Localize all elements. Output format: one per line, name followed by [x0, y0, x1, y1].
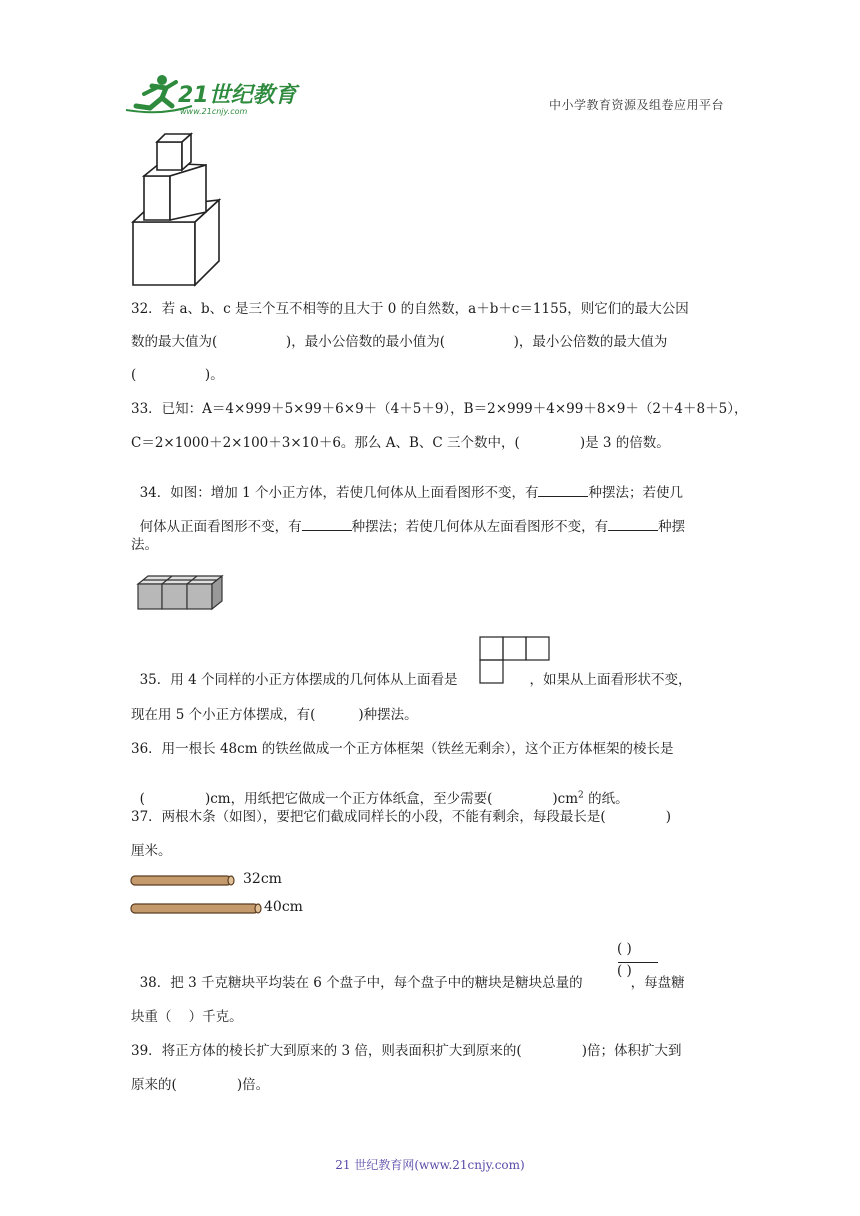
site-logo: [122, 70, 297, 118]
question-37-line-2: 厘米。: [131, 843, 172, 859]
wood-stick-2: [130, 900, 265, 914]
question-38-line-1: [131, 955, 685, 991]
q34-text-b: 种摆法；若使几: [588, 485, 683, 501]
q34-text-d: 种摆法；若使几何体从左面看图形不变，有: [351, 519, 609, 535]
q36-superscript: 2: [578, 790, 584, 801]
q34-text-c: 何体从正面看图形不变，有: [139, 519, 302, 535]
q34-text-a: 34．如图：增加 1 个小正方体，若使几何体从上面看图形不变，有: [139, 485, 539, 501]
q36-text-b: 的纸。: [583, 791, 629, 807]
q34-blank-3[interactable]: [608, 516, 658, 531]
question-35-line-1: [131, 652, 691, 688]
footer-link[interactable]: 21 世纪教育网(www.21cnjy.com): [335, 1158, 525, 1172]
stacked-cubes-figure: [130, 130, 222, 286]
question-33-line-2: C＝2×1000＋2×100＋3×10＋6。那么 A、B、C 三个数中，( )是 3 的倍数。: [131, 435, 670, 451]
fraction-numerator: ( ): [617, 941, 632, 957]
q34-blank-2[interactable]: [302, 516, 352, 531]
question-37-line-1: 37．两根木条（如图），要把它们截成同样长的小段，不能有剩余，每段最长是( ): [131, 809, 672, 825]
question-34-line-2: [131, 499, 685, 535]
q38-text-b: ，每盘糖: [630, 975, 685, 991]
q34-text-e: 种摆: [658, 519, 686, 535]
fraction-denominator: ( ): [617, 963, 632, 979]
question-32-line-1: 32．若 a、b、c 是三个互不相等的且大于 0 的自然数，a＋b＋c＝1155，则它们的最大公因: [131, 301, 689, 317]
q35-text-a: 35．用 4 个同样的小正方体摆成的几何体从上面看是: [139, 672, 458, 688]
logo-url: www.21cnjy.com: [180, 107, 248, 116]
question-32-line-3: ( )。: [131, 367, 224, 383]
wood-stick-1: [130, 872, 240, 886]
logo-text: 21世纪教育: [178, 83, 297, 108]
question-36-line-1: 36．用一根长 48cm 的铁丝做成一个正方体框架（铁丝无剩余），这个正方体框架的棱长是: [131, 741, 674, 757]
header-platform-text: 中小学教育资源及组卷应用平台: [549, 98, 725, 112]
q36-text-a: ( )cm，用纸把它做成一个正方体纸盒，至少需要( )cm: [139, 791, 579, 807]
question-36-line-2: [131, 771, 629, 807]
question-39-line-2: 原来的( )倍。: [131, 1077, 270, 1093]
question-38-line-2: 块重（ ）千克。: [131, 1009, 243, 1025]
question-33-line-1: 33．已知：A＝4×999＋5×99＋6×9＋（4＋5＋9），B＝2×999＋4×99＋8×9＋（2＋4＋8＋5），: [131, 401, 748, 417]
question-39-line-1: 39．将正方体的棱长扩大到原来的 3 倍，则表面积扩大到原来的( )倍；体积扩大到: [131, 1043, 682, 1059]
top-view-grid-figure: [479, 636, 551, 684]
question-34-line-1: [131, 465, 683, 501]
stick-1-label: 32cm: [243, 871, 282, 887]
question-34-line-3: 法。: [131, 537, 158, 553]
question-32-line-2: 数的最大值为( )，最小公倍数的最小值为( )，最小公倍数的最大值为: [131, 334, 668, 350]
q34-blank-1[interactable]: [538, 482, 588, 497]
question-35-line-2: 现在用 5 个小正方体摆成，有( )种摆法。: [131, 707, 418, 723]
stick-2-label: 40cm: [264, 899, 303, 915]
fraction-blank[interactable]: [617, 941, 659, 983]
q35-text-b: ，如果从上面看形状不变，: [529, 672, 692, 688]
q38-text-a: 38．把 3 千克糖块平均装在 6 个盘子中，每个盘子中的糖块是糖块总量的: [139, 975, 583, 991]
cube-row-figure: [136, 572, 226, 612]
